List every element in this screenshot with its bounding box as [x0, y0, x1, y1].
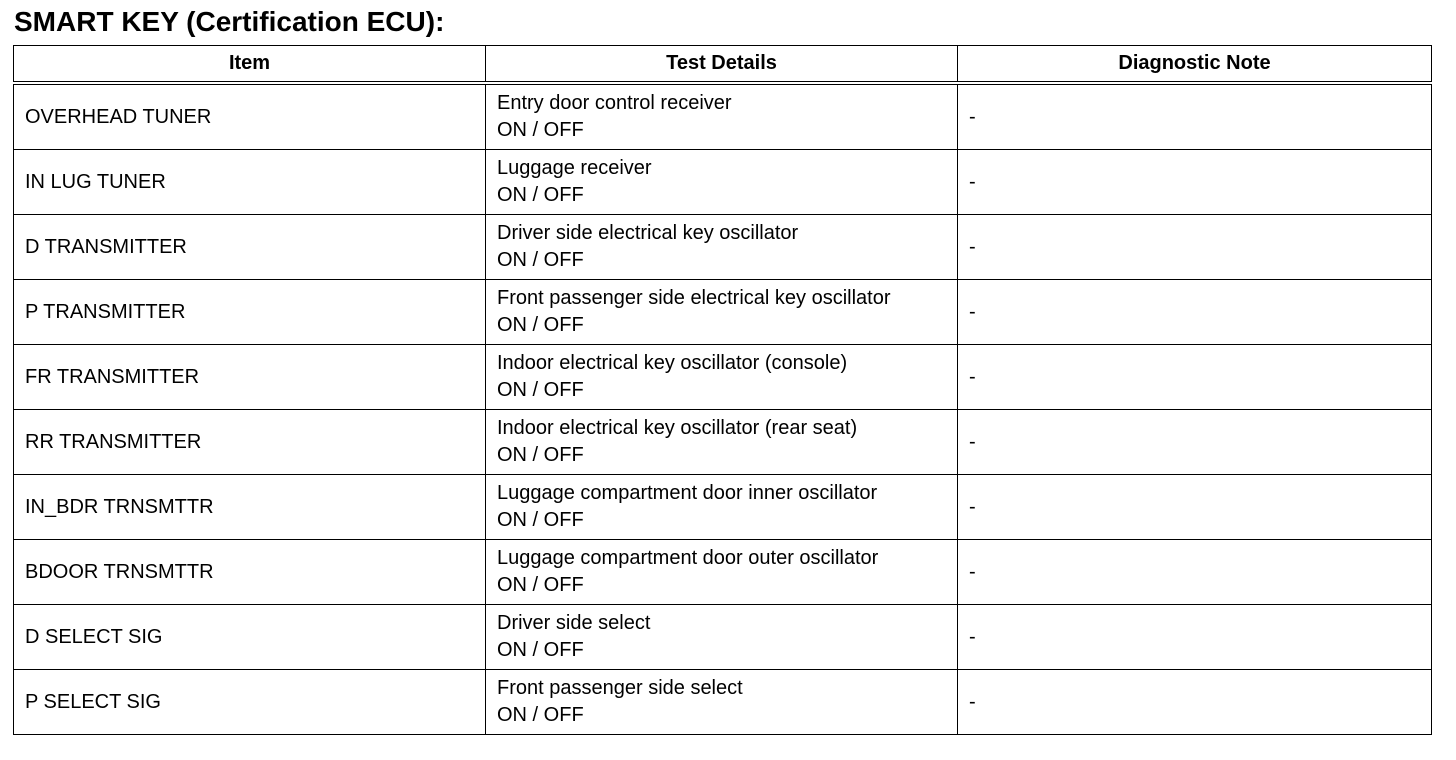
- column-header-diagnostic-note: Diagnostic Note: [958, 46, 1432, 84]
- diagnostic-note-cell: -: [958, 345, 1432, 410]
- item-cell: FR TRANSMITTER: [14, 345, 486, 410]
- diagnostic-note-cell: -: [958, 215, 1432, 280]
- table-row: [14, 605, 1432, 670]
- diagnostic-note-cell: -: [958, 280, 1432, 345]
- test-detail-description: Indoor electrical key oscillator (console): [497, 352, 848, 374]
- test-details-cell: [486, 475, 958, 540]
- test-detail-description: Indoor electrical key oscillator (rear seat): [497, 417, 858, 439]
- test-detail-description: Driver side select: [497, 612, 651, 634]
- smart-key-table: [13, 45, 1432, 735]
- table-row: [14, 280, 1432, 345]
- item-cell: D SELECT SIG: [14, 605, 486, 670]
- diagnostic-note-cell: -: [958, 475, 1432, 540]
- test-detail-range: ON / OFF: [497, 379, 584, 401]
- table-row: [14, 475, 1432, 540]
- table-row: [14, 410, 1432, 475]
- test-detail-range: ON / OFF: [497, 574, 584, 596]
- test-details-cell: [486, 280, 958, 345]
- test-detail-description: Front passenger side electrical key oscillator: [497, 287, 891, 309]
- column-header-item: Item: [14, 46, 486, 84]
- page-title: SMART KEY (Certification ECU):: [14, 6, 445, 37]
- item-cell: BDOOR TRNSMTTR: [14, 540, 486, 605]
- test-detail-description: Front passenger side select: [497, 677, 743, 699]
- item-cell: RR TRANSMITTER: [14, 410, 486, 475]
- diagnostic-note-cell: -: [958, 83, 1432, 150]
- table-row: [14, 540, 1432, 605]
- test-details-cell: [486, 345, 958, 410]
- diagnostic-note-cell: -: [958, 150, 1432, 215]
- header-row: [14, 46, 1432, 84]
- diagnostic-note-cell: -: [958, 605, 1432, 670]
- diagnostic-note-cell: -: [958, 670, 1432, 735]
- table-row: [14, 670, 1432, 735]
- test-detail-range: ON / OFF: [497, 249, 584, 271]
- column-header-test-details: Test Details: [486, 46, 958, 84]
- item-cell: P SELECT SIG: [14, 670, 486, 735]
- item-cell: OVERHEAD TUNER: [14, 83, 486, 150]
- test-details-cell: [486, 215, 958, 280]
- test-details-cell: [486, 540, 958, 605]
- diagnostic-note-cell: -: [958, 540, 1432, 605]
- table-row: [14, 83, 1432, 150]
- test-details-cell: [486, 605, 958, 670]
- test-detail-description: Luggage receiver: [497, 157, 652, 179]
- item-cell: IN LUG TUNER: [14, 150, 486, 215]
- test-detail-description: Entry door control receiver: [497, 92, 732, 114]
- test-detail-range: ON / OFF: [497, 639, 584, 661]
- diagnostic-note-cell: -: [958, 410, 1432, 475]
- test-detail-description: Luggage compartment door inner oscillator: [497, 482, 878, 504]
- test-detail-range: ON / OFF: [497, 704, 584, 726]
- test-detail-description: Luggage compartment door outer oscillator: [497, 547, 879, 569]
- test-details-cell: [486, 410, 958, 475]
- test-detail-range: ON / OFF: [497, 314, 584, 336]
- test-detail-description: Driver side electrical key oscillator: [497, 222, 799, 244]
- table-row: [14, 215, 1432, 280]
- test-detail-range: ON / OFF: [497, 509, 584, 531]
- item-cell: P TRANSMITTER: [14, 280, 486, 345]
- table-row: [14, 345, 1432, 410]
- test-details-cell: [486, 670, 958, 735]
- test-details-cell: [486, 150, 958, 215]
- test-detail-range: ON / OFF: [497, 119, 584, 141]
- table-row: [14, 150, 1432, 215]
- test-detail-range: ON / OFF: [497, 184, 584, 206]
- item-cell: D TRANSMITTER: [14, 215, 486, 280]
- item-cell: IN_BDR TRNSMTTR: [14, 475, 486, 540]
- test-detail-range: ON / OFF: [497, 444, 584, 466]
- test-details-cell: [486, 83, 958, 150]
